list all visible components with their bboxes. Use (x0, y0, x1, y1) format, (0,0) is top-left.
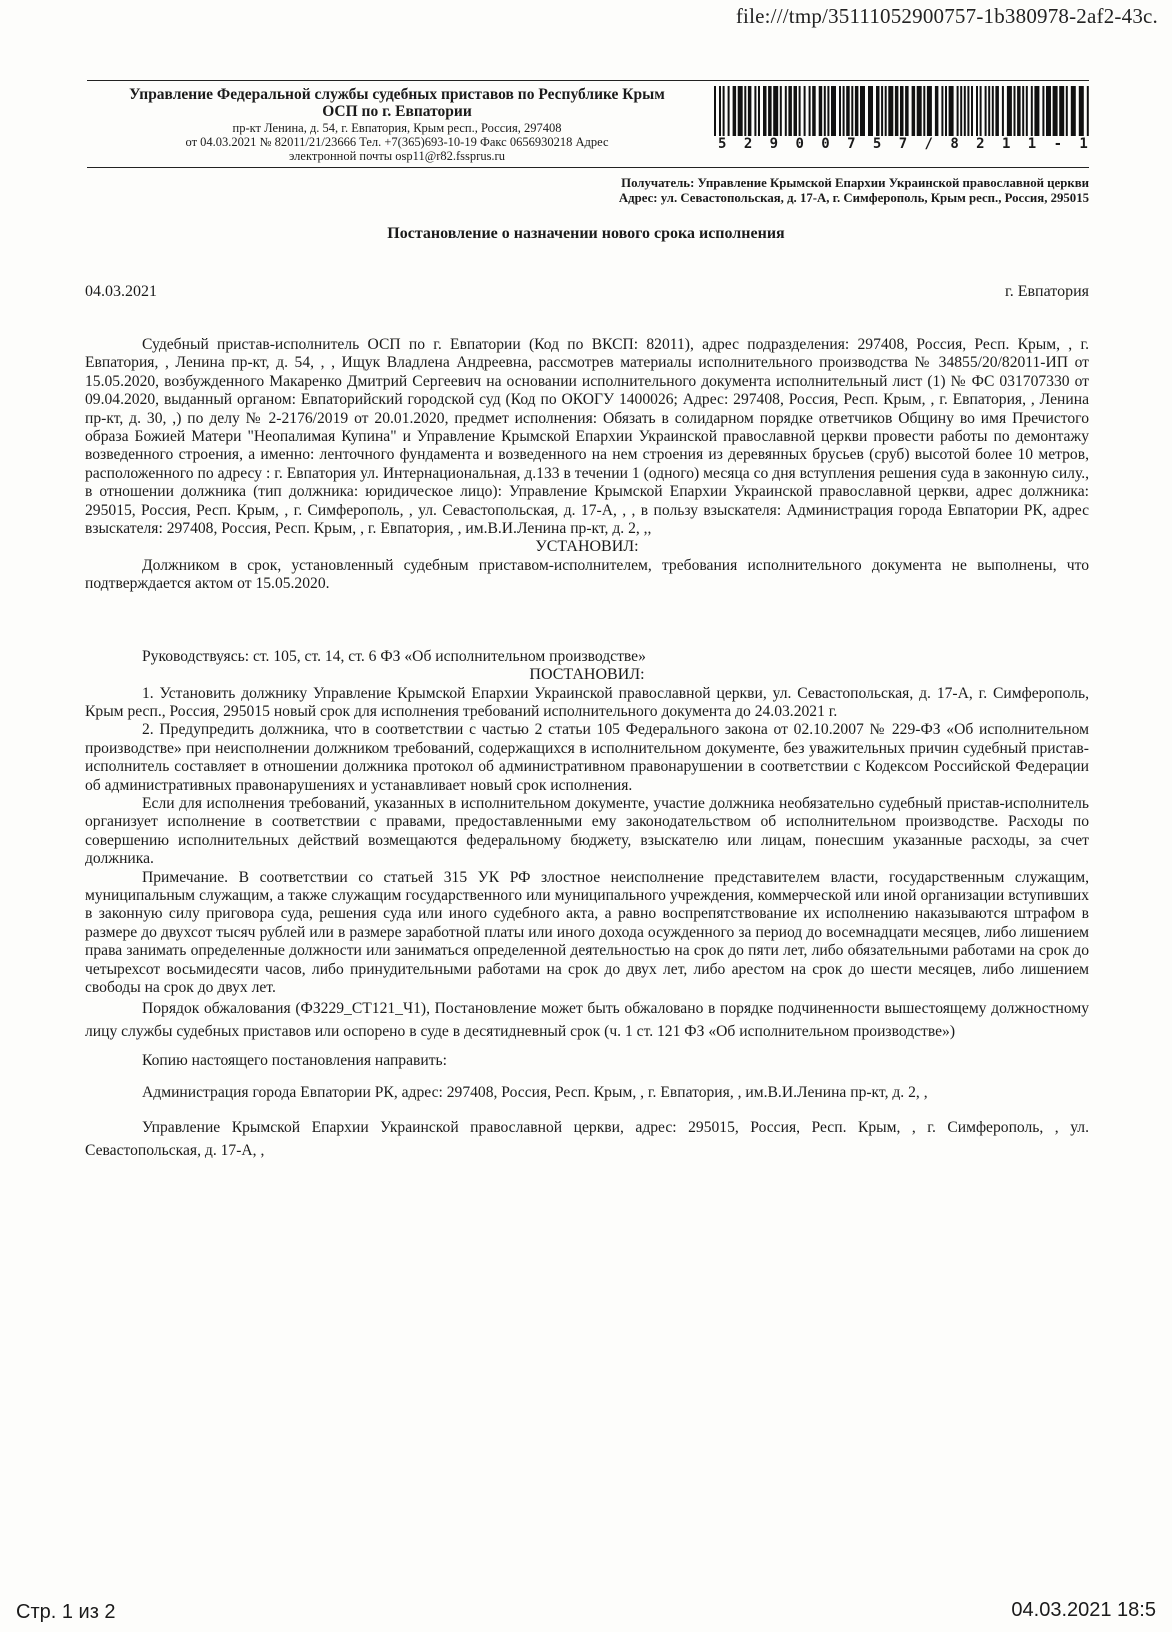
barcode-bar (927, 86, 932, 136)
barcode-bar (1087, 86, 1089, 136)
heading-postanovil: ПОСТАНОВИЛ: (529, 666, 645, 684)
barcode-bar (985, 86, 987, 136)
barcode-bars (712, 86, 1094, 136)
barcode-bar (763, 86, 767, 136)
barcode-bar (780, 86, 782, 136)
barcode-bar (967, 86, 969, 136)
barcode-bar (960, 86, 962, 136)
barcode-bar (824, 86, 826, 136)
barcode-digit: 8 (950, 136, 959, 152)
barcode-bar (988, 86, 990, 136)
barcode-bar (819, 86, 823, 136)
barcode-bar (980, 86, 982, 136)
barcode-bar (773, 86, 778, 136)
recipient-name: Получатель: Управление Крымской Епархии Украинской православной церкви (621, 176, 1089, 190)
header-top-rule (87, 80, 1089, 81)
barcode-bar (1017, 86, 1021, 136)
barcode-bar (1046, 86, 1051, 136)
barcode-bar (839, 86, 841, 136)
barcode-bar (905, 86, 909, 136)
paragraph-item-1: 1. Установить должнику Управление Крымской Епархии Украинской православной церкви, ул. Севастопольская, д. 17-А, г. Симферополь, Крым респ., Россия, 295015 новый срок для исполнения требований исполнительного документа до 24.03.2021 г. (85, 684, 1089, 720)
document-date: 04.03.2021 (85, 283, 157, 300)
barcode-digit: 5 (718, 136, 727, 152)
file-url: file:///tmp/35111052900757-1b380978-2af2-43c. (735, 4, 1158, 28)
barcode-bar (881, 86, 883, 136)
barcode-bar (804, 86, 806, 136)
barcode-bar (971, 86, 973, 136)
barcode-bar (1059, 86, 1064, 136)
barcode-bar (1066, 86, 1068, 136)
barcode-bar (738, 86, 743, 136)
paragraph-expenses: Если для исполнения требований, указанных в исполнительном документе, участие должника необязательно судебный пристав-исполнитель организует исполнение в соответствии с правами, предоставленными ему законодательством об исполнительном производстве. Расходы по совершению исполнительных действий возмещаются федеральному бюджету, взыскателю или лицам, понесшим указанные расходы, за счет должника. (85, 794, 1089, 868)
barcode-bar (723, 86, 725, 136)
barcode-bar (1002, 86, 1004, 136)
page-number: Стр. 1 из 2 (16, 1601, 116, 1623)
barcode-bar (785, 86, 787, 136)
barcode-bar (1031, 86, 1033, 136)
barcode-bar (1014, 86, 1016, 136)
barcode-bar (758, 86, 760, 136)
barcode-bar (719, 86, 721, 136)
barcode-bar (995, 86, 999, 136)
recipient-address: Адрес: ул. Севастопольская, д. 17-А, г. Симферополь, Крым респ., Россия, 295015 (618, 191, 1089, 206)
barcode-bar (809, 86, 811, 136)
barcode-bar (976, 86, 978, 136)
issuer-block (87, 86, 707, 163)
barcode-bar (1026, 86, 1028, 136)
paragraph-copy-to: Копию настоящего постановления направить: (142, 1052, 447, 1070)
barcode-bar (748, 86, 752, 136)
barcode-bar (788, 86, 792, 136)
barcode-digit: 1 (1001, 136, 1011, 152)
paragraph-appeal: Порядок обжалования (ФЗ229_СТ121_Ч1), Постановление может быть обжаловано в порядке подчиненности вышестоящему должностному лицу службы судебных приставов или оспорено в суде в десятидневный срок (ч. 1 ст. 121 ФЗ «Об исполнительном производстве») (85, 1000, 1089, 1041)
barcode-digit: 7 (847, 136, 856, 152)
barcode-bar (949, 86, 954, 136)
barcode-digit: / (924, 136, 933, 152)
barcode-bar (843, 86, 845, 136)
barcode-bar (885, 86, 887, 136)
barcode-digit: 9 (769, 136, 779, 152)
recipient-block (619, 176, 1089, 207)
barcode-digit: 0 (821, 136, 830, 152)
barcode-bar (768, 86, 772, 136)
barcode-bar (827, 86, 829, 136)
barcode-bar (714, 86, 716, 136)
paragraph-basis: Руководствуясь: ст. 105, ст. 14, ст. 6 ФЗ «Об исполнительном производстве» (142, 647, 646, 665)
header-bottom-rule (87, 167, 1089, 168)
barcode-bar (941, 86, 943, 136)
barcode-bar (964, 86, 966, 136)
document-city: г. Евпатория (1004, 283, 1089, 300)
print-datetime: 04.03.2021 18:5 (1011, 1599, 1156, 1621)
barcode-bar (895, 86, 899, 136)
issuer-org: Управление Федеральной службы судебных приставов по Республике Крым (129, 86, 665, 103)
barcode-bar (945, 86, 947, 136)
barcode-digit: 2 (743, 136, 753, 152)
barcode-digit: 1 (1027, 136, 1037, 152)
barcode-bar (733, 86, 737, 136)
paragraph-item-2: 2. Предупредить должника, что в соответствии с частью 2 статьи 105 Федерального закона от 02.10.2007 № 229-ФЗ «Об исполнительном производстве» при неисполнении должником требований, содержащихся в исполнительном документе, без уважительных причин судебный пристав-исполнитель составляет в отношении должника протокол об административном правонарушении в соответствии с Кодексом Российской Федерации об административных правонарушениях и устанавливает новый срок исполнения. (85, 721, 1089, 794)
issuer-email: электронной почты osp11@r82.fssprus.ru (289, 148, 505, 163)
barcode-bar (846, 86, 850, 136)
paragraph-copy-recipient-1: Администрация города Евпатории РК, адрес: 297408, Россия, Респ. Крым, , г. Евпатория, , им.В.И.Ленина пр-кт, д. 2, , (142, 1083, 928, 1101)
barcode-bar (1053, 86, 1058, 136)
barcode-bar (794, 86, 798, 136)
issuer-ref-line: от 04.03.2021 № 82011/21/23666 Тел. +7(365)693-10-19 Факс 0656930218 Адрес (185, 134, 609, 149)
issuer-address: пр-кт Ленина, д. 54, г. Евпатория, Крым респ., Россия, 297408 (232, 120, 562, 135)
paragraph-copy-recipient-2: Управление Крымской Епархии Украинской православной церкви, адрес: 295015, Россия, Респ. Крым, , г. Симферополь, , ул. Севастопольская, д. 17-А, , (85, 1118, 1089, 1159)
barcode-digit: - (1053, 136, 1062, 152)
barcode-bar (1071, 86, 1076, 136)
barcode-bar (855, 86, 859, 136)
barcode-bar (912, 86, 916, 136)
barcode-bar (831, 86, 836, 136)
document-body (85, 336, 1089, 1162)
barcode-digit: 5 (872, 136, 882, 152)
barcode-bar (917, 86, 922, 136)
barcode-bar (1034, 86, 1039, 136)
barcode-digit: 0 (795, 136, 804, 152)
paragraph-note: Примечание. В соответствии со статьей 315 УК РФ злостное неисполнение представителем власти, государственным служащим, муниципальным служащим, а также служащим государственного или муниципального учреждения, коммерческой или иной организации вступивших в законную силу приговора суда, решения суда или иного судебного акта, а равно воспрепятствование их исполнению наказываются штрафом в размере до двухсот тысяч рублей или в размере заработной платы или иного дохода осужденного за период до восемнадцати месяцев, либо лишением права занимать определенные должности или заниматься определенной деятельностью на срок до пяти лет, либо обязательными работами на срок до четырехсот восьмидесяти часов, либо принудительными работами на срок до двух лет, либо арестом на срок до шести месяцев, либо лишением свободы на срок до двух лет. (85, 868, 1089, 996)
barcode-bar (728, 86, 730, 136)
issuer-osp: ОСП по г. Евпатории (322, 103, 472, 121)
barcode (712, 86, 1094, 158)
barcode-bar (744, 86, 746, 136)
barcode-number (712, 136, 1094, 152)
barcode-bar (935, 86, 939, 136)
barcode-digit: 2 (976, 136, 985, 152)
barcode-bar (923, 86, 925, 136)
barcode-bar (868, 86, 873, 136)
document-title: Постановление о назначении нового срока исполнения (387, 225, 785, 242)
barcode-bar (876, 86, 880, 136)
barcode-bar (1079, 86, 1084, 136)
barcode-bar (812, 86, 816, 136)
barcode-bar (957, 86, 959, 136)
barcode-bar (1022, 86, 1024, 136)
barcode-bar (1042, 86, 1044, 136)
barcode-digit: 7 (898, 136, 908, 152)
barcode-digit: 1 (1079, 136, 1088, 152)
heading-ustanovil: УСТАНОВИЛ: (535, 538, 639, 556)
barcode-bar (1007, 86, 1012, 136)
barcode-bar (754, 86, 756, 136)
paragraph-preamble: Судебный пристав-исполнитель ОСП по г. Евпатории (Код по ВКСП: 82011), адрес подразделения: 297408, Россия, Респ. Крым, , г. Евпатория, , Ленина пр-кт, д. 54, , , Ищук Владлена Андреевна, рассмотрев материалы исполнительного производства № 34855/20/82011-ИП от 15.05.2020, возбужденного Макаренко Дмитрий Сергеевич на основании исполнительного документа исполнительный лист (1) № ФС 031707330 от 09.04.2020, выданный органом: Евпаторийский городской суд (Код по ОКОГУ 1400026; Адрес: 297408, Россия, Респ. Крым, , г. Евпатория, , Ленина пр-кт, д. 30, ,) по делу № 2-2176/2019 от 20.01.2020, предмет исполнения: Обязать в солидарном порядке ответчиков Общину во имя Пречистого образа Божией Матери "Неопалимая Купина" и Управление Крымской Епархии Украинской православной церкви провести работы по демонтажу возведенного строения, а именно: ленточного фундамента и возведенного на нем строения из деревянных брусьев (сруб) высотой более 10 метров, расположенного по адресу : г. Евпатория ул. Интернациональная, д.133 в течении 1 (одного) месяца со дня вступления решения суда в законную силу., в отношении должника (тип должника: юридическое лицо): Управление Крымской Епархии Украинской православной церкви, адрес должника: 295015, Россия, Респ. Крым, , г. Симферополь, , ул. Севастопольская, д. 17-А, , , в пользу взыскателя: Администрация города Евпатории РК, адрес взыскателя: 297408, Россия, Респ. Крым, , г. Евпатория, , им.В.И.Ленина пр-кт, д. 2, ,, (85, 336, 1089, 538)
barcode-bar (799, 86, 801, 136)
barcode-bar (860, 86, 865, 136)
barcode-bar (900, 86, 904, 136)
paragraph-finding: Должником в срок, установленный судебным приставом-исполнителем, требования исполнительного документа не выполнены, что подтверждается актом от 15.05.2020. (85, 556, 1089, 593)
barcode-bar (992, 86, 994, 136)
barcode-bar (888, 86, 893, 136)
barcode-bar (851, 86, 853, 136)
